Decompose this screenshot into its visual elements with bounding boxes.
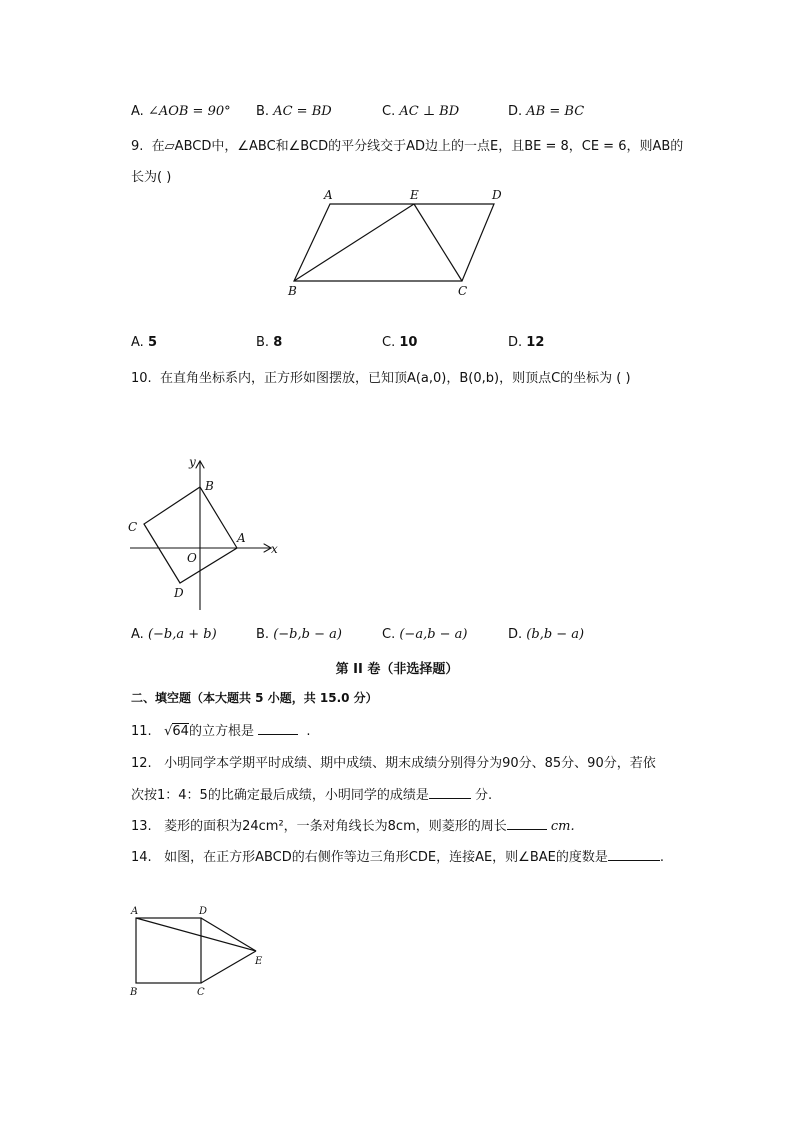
label-d: D [174,586,184,600]
q10-option-d [508,627,584,642]
answer-blank[interactable] [429,785,471,799]
option-text: ∠AOB = 90° [147,104,231,119]
q12-line2 [131,784,492,803]
parallelogram-abcd [294,204,494,281]
q10-option-a [131,627,217,642]
option-label: C. [382,627,396,642]
option-text: (b,b − a) [526,627,585,642]
question-text: 在直角坐标系内，正方形如图摆放，已知顶A(a,0)，B(0,b)，则顶点C的坐标为 ( ) [159,371,631,386]
option-text: 12 [526,335,545,350]
q9-parallelogram-figure [280,184,510,299]
q9-stem-line1 [131,135,683,154]
question-tail: 分. [474,788,493,803]
label-b: B [288,284,297,298]
label-a: A [237,531,246,545]
q12-line1 [131,752,656,771]
question-text: 如图，在正方形ABCD的右侧作等边三角形CDE，连接AE，则∠BAE的度数是 [164,850,608,865]
label-d: D [492,188,502,202]
option-label: C. [382,335,396,350]
q10-stem [131,367,631,386]
label-d: D [199,906,208,917]
option-text: AC = BD [273,104,332,119]
part2-title: 第 II 卷（非选择题） [335,662,459,677]
segment-ae [136,918,256,951]
option-label: D. [508,335,523,350]
sqrt-symbol: √ [164,724,173,739]
answer-blank[interactable] [507,816,547,830]
label-b: B [205,479,214,493]
question-text: 的立方根是 [188,724,254,739]
question-number: 9. [131,139,144,154]
question-number: 14. [131,850,152,865]
option-text: AB = BC [526,104,585,119]
option-label: B. [256,104,270,119]
q14 [131,846,664,865]
question-number: 13. [131,819,152,834]
q10-square-coordinate-figure [120,450,290,615]
question-text: 在▱ABCD中，∠ABC和∠BCD的平分线交于AD边上的一点E，且BE = 8，CE = 6，则AB的 [151,139,684,154]
label-b: B [130,987,138,998]
q9-option-d [508,335,544,350]
q11 [131,720,311,739]
section-fill-in-blank: 二、填空题（本大题共 5 小题，共 15.0 分） [131,691,378,705]
q9-option-a [131,335,157,350]
q9-stem-line2: 长为( ) [131,170,172,185]
square-abcd [144,487,237,583]
question-text: 小明同学本学期平时成绩、期中成绩、期末成绩分别得分为90分、85分、90分，若依 [164,756,656,771]
option-label: D. [508,627,523,642]
q8-option-b [256,104,332,119]
option-text: 5 [147,335,157,350]
label-e: E [255,956,263,967]
option-text: (−b,b − a) [273,627,342,642]
segment-ce [201,951,256,983]
label-y: y [189,455,196,469]
q8-option-c [382,104,459,119]
segment-de [201,918,256,951]
question-tail: . [659,850,664,865]
sqrt-radicand: 64 [172,724,189,739]
q8-option-a [131,104,231,119]
label-e: E [410,188,419,202]
label-c: C [458,284,468,298]
question-tail: cm. [550,819,575,834]
question-text: 菱形的面积为24cm²，一条对角线长为8cm，则菱形的周长 [164,819,507,834]
option-text: 8 [273,335,283,350]
answer-blank[interactable] [258,721,298,735]
square-abcd [136,918,201,983]
question-number: 12. [131,756,152,771]
label-o: O [187,551,197,565]
segment-ce [414,204,462,281]
label-a: A [131,906,139,917]
q10-option-c [382,627,468,642]
q13 [131,815,575,834]
question-tail: . [306,724,311,739]
q8-option-d [508,104,584,119]
option-label: A. [131,335,144,350]
label-x: x [271,542,278,556]
question-number: 11. [131,724,152,739]
option-label: C. [382,104,396,119]
option-label: A. [131,627,144,642]
q14-square-triangle-figure [125,903,275,998]
option-label: A. [131,104,144,119]
option-text: (−b,a + b) [147,627,217,642]
answer-blank[interactable] [608,847,660,861]
option-text: (−a,b − a) [399,627,468,642]
option-label: B. [256,335,270,350]
label-a: A [324,188,333,202]
option-text: AC ⊥ BD [399,104,460,119]
q9-option-c [382,335,417,350]
question-number: 10. [131,371,152,386]
label-c: C [197,987,205,998]
option-label: D. [508,104,523,119]
label-c: C [128,520,138,534]
q9-option-b [256,335,282,350]
q10-option-b [256,627,342,642]
option-label: B. [256,627,270,642]
option-text: 10 [399,335,418,350]
question-text: 次按1：4：5的比确定最后成绩，小明同学的成绩是 [131,788,429,803]
